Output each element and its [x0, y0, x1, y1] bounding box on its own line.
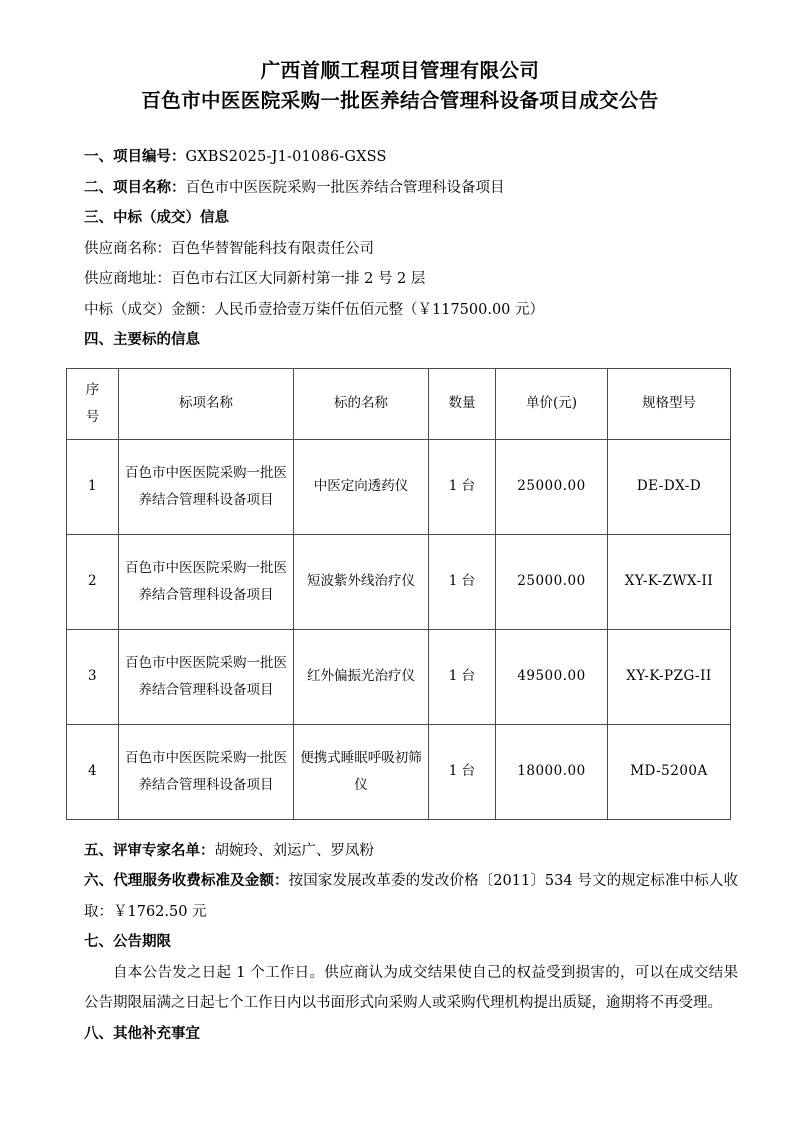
cell-qty: 1 台: [429, 439, 496, 534]
cell-model: DE-DX-D: [608, 439, 731, 534]
cell-seq: 4: [67, 724, 119, 819]
table-header-row: [67, 368, 731, 439]
cell-price: 25000.00: [496, 439, 608, 534]
table-row: [67, 439, 731, 534]
cell-name: 短波紫外线治疗仪: [294, 534, 429, 629]
table-row: [67, 534, 731, 629]
table-header-item: 标项名称: [119, 368, 294, 439]
section-project-name-value: 百色市中医医院采购一批医养结合管理科设备项目: [185, 179, 505, 196]
cell-seq: 1: [67, 439, 119, 534]
cell-item: 百色市中医医院采购一批医养结合管理科设备项目: [119, 534, 294, 629]
table-header-name: 标的名称: [294, 368, 429, 439]
cell-item: 百色市中医医院采购一批医养结合管理科设备项目: [119, 629, 294, 724]
cell-model: XY-K-ZWX-II: [608, 534, 731, 629]
title-line-company: 广西首顺工程项目管理有限公司: [260, 59, 540, 82]
main-targets-table-wrap: [62, 368, 738, 820]
section-other-matters-heading: 八、其他补充事宜: [84, 1024, 200, 1042]
cell-model: MD-5200A: [608, 724, 731, 819]
cell-seq: 2: [67, 534, 119, 629]
section-project-name: [62, 173, 738, 204]
section-announcement-period-heading: 七、公告期限: [84, 933, 171, 950]
section-announcement-period-body: 自本公告发之日起 1 个工作日。供应商认为成交结果使自己的权益受到损害的，可以在成交结果公告期限届满之日起七个工作日内以书面形式向采购人或采购代理机构提出质疑，逾期将不再受理。: [84, 964, 738, 1011]
cell-price: 18000.00: [496, 724, 608, 819]
cell-item: 百色市中医医院采购一批医养结合管理科设备项目: [119, 439, 294, 534]
section-agency-fee: [62, 866, 738, 927]
table-header-price: 单价(元): [496, 368, 608, 439]
cell-price: 25000.00: [496, 534, 608, 629]
table-header-seq-line2: 号: [85, 408, 100, 425]
cell-qty: 1 台: [429, 534, 496, 629]
section-project-number: [62, 142, 738, 173]
table-header-seq: [67, 368, 119, 439]
cell-price: 49500.00: [496, 629, 608, 724]
cell-seq: 3: [67, 629, 119, 724]
cell-name: 红外偏振光治疗仪: [294, 629, 429, 724]
section-experts-value: 胡婉玲、刘运广、罗凤粉: [214, 842, 374, 859]
cell-item: 百色市中医医院采购一批医养结合管理科设备项目: [119, 724, 294, 819]
title-line-project: 百色市中医医院采购一批医养结合管理科设备项目成交公告: [141, 89, 659, 112]
sections-upper: [62, 142, 738, 356]
supplier-name-line: 供应商名称：百色华替智能科技有限责任公司: [84, 240, 374, 257]
cell-model: XY-K-PZG-II: [608, 629, 731, 724]
award-amount-line: 中标（成交）金额：人民币壹拾壹万柒仟伍佰元整（￥117500.00 元）: [84, 301, 545, 318]
sections-lower: [62, 836, 738, 1050]
cell-qty: 1 台: [429, 629, 496, 724]
section-main-targets-heading: 四、主要标的信息: [84, 331, 200, 348]
table-header-qty: 数量: [429, 368, 496, 439]
cell-name: 便携式睡眠呼吸初筛仪: [294, 724, 429, 819]
table-header-model: 规格型号: [608, 368, 731, 439]
table-body: [67, 439, 731, 819]
section-project-name-label: 二、项目名称：: [84, 178, 186, 196]
cell-qty: 1 台: [429, 724, 496, 819]
section-award-info-heading: 三、中标（成交）信息: [84, 209, 229, 226]
section-agency-fee-label: 六、代理服务收费标准及金额：: [84, 872, 289, 889]
section-experts-label: 五、评审专家名单：: [84, 841, 215, 859]
section-agency-fee-value: 按国家发展改革委的发改价格〔2011〕534 号文的规定标准中标人收取：￥1762.50 元: [84, 873, 739, 920]
table-header-seq-line1: 序: [85, 381, 100, 398]
section-project-number-value: GXBS2025-J1-01086-GXSS: [185, 149, 387, 165]
main-targets-table: [66, 368, 731, 820]
table-row: [67, 629, 731, 724]
section-experts: [62, 836, 738, 867]
section-project-number-label: 一、项目编号：: [84, 148, 186, 165]
page-title: [62, 56, 738, 116]
supplier-address-line: 供应商地址：百色市右江区大同新村第一排 2 号 2 层: [84, 271, 426, 287]
cell-name: 中医定向透药仪: [294, 439, 429, 534]
table-row: [67, 724, 731, 819]
